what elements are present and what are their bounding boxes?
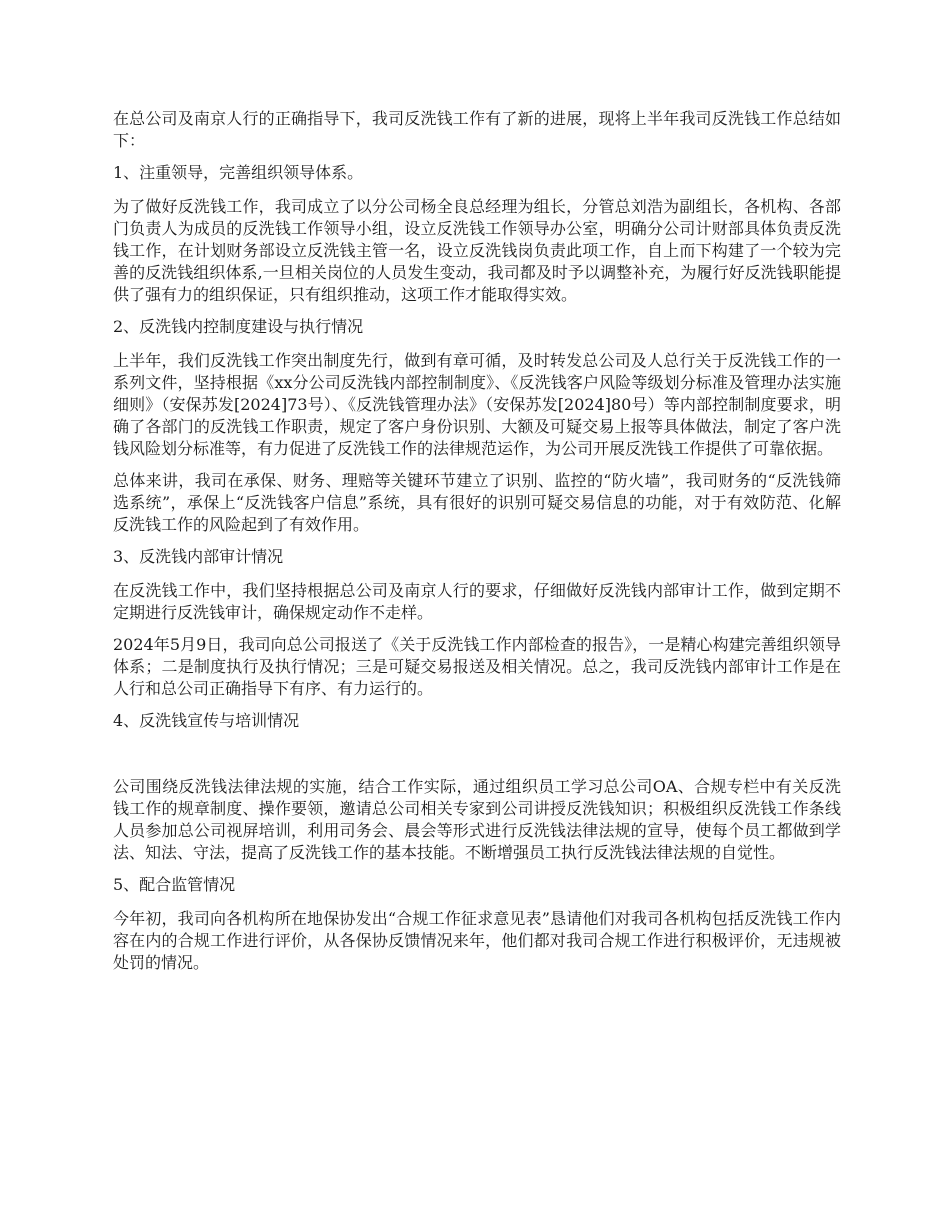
section-3-paragraph-1: 在反洗钱工作中，我们坚持根据总公司及南京人行的要求，仔细做好反洗钱内部审计工作，做到定期不定期进行反洗钱审计，确保规定动作不走样。	[113, 581, 841, 622]
intro-paragraph: 在总公司及南京人行的正确指导下，我司反洗钱工作有了新的进展，现将上半年我司反洗钱工作总结如下：	[113, 109, 841, 150]
section-4-paragraph-1: 公司围绕反洗钱法律法规的实施，结合工作实际，通过组织员工学习总公司OA、合规专栏中有关反洗钱工作的规章制度、操作要领，邀请总公司相关专家到公司讲授反洗钱知识；积极组织反洗钱工作条线人员参加总公司视屏培训，利用司务会、晨会等形式进行反洗钱法律法规的宣导，使每个员工都做到学法、知法、守法，提高了反洗钱工作的基本技能。不断增强员工执行反洗钱法律法规的自觉性。	[113, 777, 841, 862]
section-5-heading: 5、配合监管情况	[113, 875, 236, 894]
section-2-paragraph-2: 总体来讲，我司在承保、财务、理赔等关键环节建立了识别、监控的“防火墙”，我司财务的“反洗钱筛选系统”，承保上“反洗钱客户信息”系统，具有很好的识别可疑交易信息的功能，对于有效防范、化解反洗钱工作的风险起到了有效作用。	[113, 471, 841, 534]
section-2-paragraph-1: 上半年，我们反洗钱工作突出制度先行，做到有章可循，及时转发总公司及人总行关于反洗钱工作的一系列文件，坚持根据《xx分公司反洗钱内部控制制度》、《反洗钱客户风险等级划分标准及管理办法实施细则》（安保苏发[2024]73号）、《反洗钱管理办法》（安保苏发[2024]80号）等内部控制制度要求，明确了各部门的反洗钱工作职责，规定了客户身份识别、大额及可疑交易上报等具体做法，制定了客户洗钱风险划分标准等，有力促进了反洗钱工作的法律规范运作，为公司开展反洗钱工作提供了可靠依据。	[113, 351, 841, 458]
section-3-paragraph-2: 2024年5月9日，我司向总公司报送了《关于反洗钱工作内部检查的报告》，一是精心构建完善组织领导体系；二是制度执行及执行情况；三是可疑交易报送及相关情况。总之，我司反洗钱内部审计工作是在人行和总公司正确指导下有序、有力运行的。	[113, 635, 841, 698]
section-4-spacer	[113, 744, 841, 776]
document-page	[113, 108, 841, 984]
section-1-heading: 1、注重领导，完善组织领导体系。	[113, 163, 364, 182]
section-4-heading: 4、反洗钱宣传与培训情况	[113, 711, 300, 730]
section-2-heading: 2、反洗钱内控制度建设与执行情况	[113, 317, 364, 336]
section-3-heading: 3、反洗钱内部审计情况	[113, 547, 284, 566]
section-5-paragraph-1: 今年初，我司向各机构所在地保协发出“合规工作征求意见表”恳请他们对我司各机构包括反洗钱工作内容在内的合规工作进行评价，从各保协反馈情况来年，他们都对我司合规工作进行积极评价，无违规被处罚的情况。	[113, 909, 841, 972]
section-1-paragraph-1: 为了做好反洗钱工作，我司成立了以分公司杨全良总经理为组长，分管总刘浩为副组长，各机构、各部门负责人为成员的反洗钱工作领导小组，设立反洗钱工作领导办公室，明确分公司计财部具体负责反洗钱工作，在计划财务部设立反洗钱主管一名，设立反洗钱岗负责此项工作，自上而下构建了一个较为完善的反洗钱组织体系,一旦相关岗位的人员发生变动，我司都及时予以调整补充，为履行好反洗钱职能提供了强有力的组织保证，只有组织推动，这项工作才能取得实效。	[113, 197, 841, 304]
